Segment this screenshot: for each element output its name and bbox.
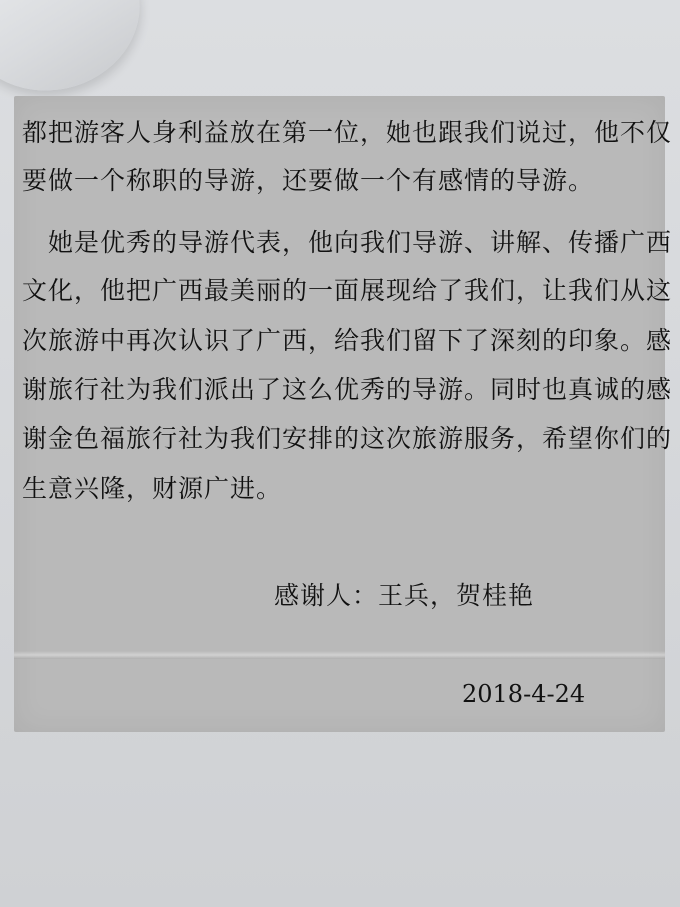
paragraph-2-line: 生意兴隆，财源广进。 [22, 474, 283, 503]
paragraph-2-line: 次旅游中再次认识了广西，给我们留下了深刻的印象。感 [22, 326, 673, 355]
paragraph-2-line: 她是优秀的导游代表，他向我们导游、讲解、传播广西 [48, 228, 673, 257]
paragraph-2-line: 谢旅行社为我们派出了这么优秀的导游。同时也真诚的感 [22, 375, 673, 404]
signature: 感谢人：王兵，贺桂艳 [274, 581, 535, 610]
date: 2018-4-24 [462, 680, 586, 708]
paragraph-2-line: 文化，他把广西最美丽的一面展现给了我们，让我们从这 [22, 276, 673, 305]
paper-fold-line [14, 651, 665, 659]
paragraph-1-line: 要做一个称职的导游，还要做一个有感情的导游。 [22, 166, 595, 195]
paragraph-2-line: 谢金色福旅行社为我们安排的这次旅游服务，希望你们的 [22, 424, 673, 453]
paragraph-1-line: 都把游客人身利益放在第一位，她也跟我们说过，他不仅 [22, 118, 673, 147]
